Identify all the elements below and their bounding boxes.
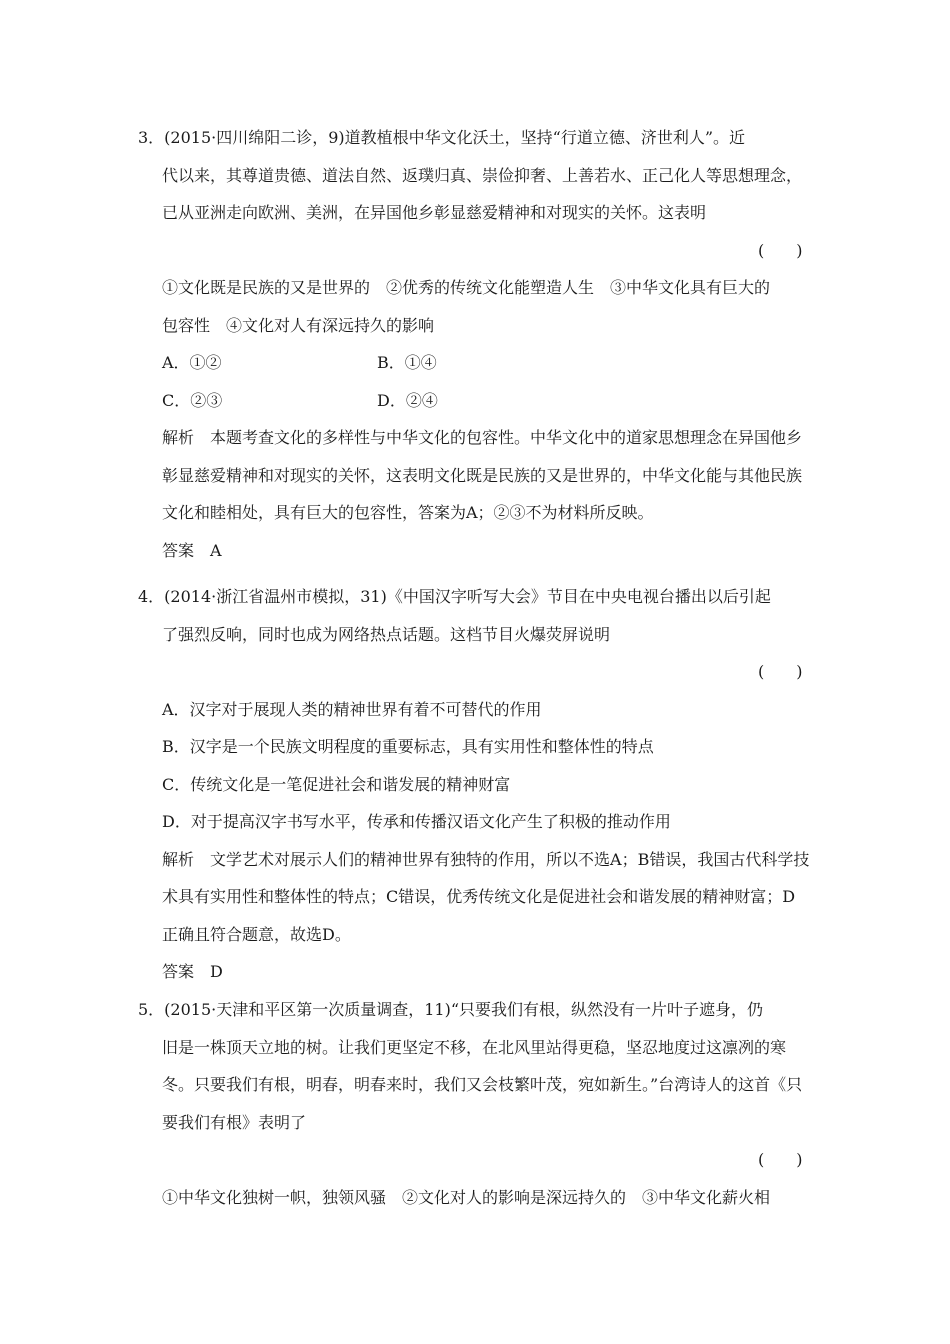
analysis-label: 解析	[162, 428, 195, 447]
question-4-option-d: D．对于提高汉字书写水平，传承和传播汉语文化产生了积极的推动作用	[162, 812, 671, 831]
question-4-stem-rest: 了强烈反响，同时也成为网络热点话题。这档节目火爆荧屏说明	[162, 624, 611, 644]
question-5-stem-rest: 旧是一株顶天立地的树。让我们更坚定不移，在北风里站得更稳，坚忍地度过这凛冽的寒冬。只要我们有根，明春，明春来时，我们又会枝繁叶茂，宛如新生。”台湾诗人的这首《只要我们有根》表明了	[162, 1037, 803, 1132]
question-4-stem-line1: 4．(2014·浙江省温州市模拟，31)《中国汉字听写大会》节目在中央电视台播出以后引起	[138, 587, 771, 606]
answer-label: 答案	[162, 962, 195, 981]
answer-label: 答案	[162, 540, 195, 560]
question-4-analysis	[162, 841, 810, 954]
analysis-text: 文学艺术对展示人们的精神世界有独特的作用，所以不选A；B错误，我国古代科学技术具有实用性和整体性的特点；C错误，优秀传统文化是促进社会和谐发展的精神财富；D正确且符合题意，故选D。	[162, 849, 810, 944]
question-3-stem	[138, 119, 810, 232]
answer-value: A	[210, 540, 222, 560]
question-4-answer	[162, 953, 810, 991]
analysis-text: 本题考查文化的多样性与中华文化的包容性。中华文化中的道家思想理念在异国他乡彰显慈爱精神和对现实的关怀，这表明文化既是民族的又是世界的，中华文化能与其他民族文化和睦相处，具有巨大的包容性，答案为A；②③不为材料所反映。	[162, 428, 803, 522]
question-3-option-c: C．②③	[162, 390, 223, 410]
question-5-answer-blank: ( )	[758, 1150, 803, 1169]
question-4-answer-blank: ( )	[758, 662, 803, 681]
question-3-option-a: A．①②	[162, 353, 222, 372]
question-5-stem	[138, 991, 810, 1141]
question-3-option-b: B．①④	[377, 353, 437, 372]
question-5-statements-line1: ①中华文化独树一帜，独领风骚 ②文化对人的影响是深远持久的 ③中华文化薪火相	[162, 1187, 771, 1207]
question-3-statements-line2: 包容性 ④文化对人有深远持久的影响	[162, 315, 435, 335]
question-4-option-a: A．汉字对于展现人类的精神世界有着不可替代的作用	[162, 699, 542, 719]
question-3-answer	[162, 532, 810, 570]
question-4-stem	[138, 578, 810, 653]
question-4-option-b: B．汉字是一个民族文明程度的重要标志，具有实用性和整体性的特点	[162, 737, 654, 756]
question-3-stem-rest: 代以来，其尊道贵德、道法自然、返璞归真、崇俭抑奢、上善若水、正己化人等思想理念，已从亚洲走向欧洲、美洲，在异国他乡彰显慈爱精神和对现实的关怀。这表明	[162, 165, 803, 222]
question-3-statements-line1: ①文化既是民族的又是世界的 ②优秀的传统文化能塑造人生 ③中华文化具有巨大的	[162, 278, 771, 297]
question-5	[138, 991, 810, 1216]
question-3-answer-blank: ( )	[758, 240, 803, 260]
question-3-analysis	[162, 419, 810, 532]
question-3	[138, 119, 810, 569]
answer-value: D	[210, 962, 223, 981]
question-5-stem-line1: 5．(2015·天津和平区第一次质量调查，11)“只要我们有根，纵然没有一片叶子遮身，仍	[138, 1000, 764, 1019]
question-3-option-d: D．②④	[377, 390, 438, 410]
question-4-option-c: C．传统文化是一笔促进社会和谐发展的精神财富	[162, 774, 511, 794]
analysis-label: 解析	[162, 849, 195, 869]
question-3-stem-line1: 3．(2015·四川绵阳二诊，9)道教植根中华文化沃土，坚持“行道立德、济世利人”。近	[138, 128, 746, 147]
question-4	[138, 578, 810, 991]
